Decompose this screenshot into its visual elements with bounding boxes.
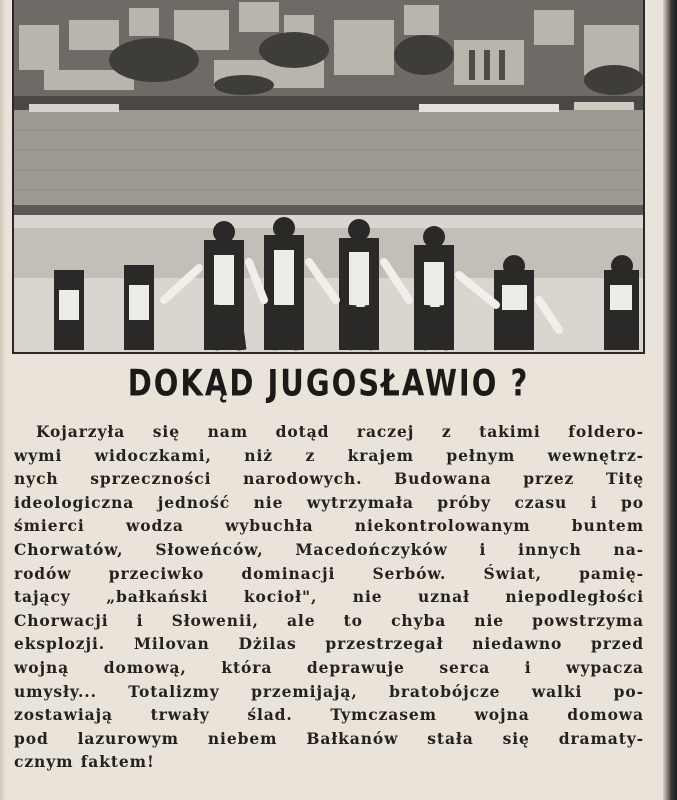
article-line: Chorwatów, Słoweńców, Macedończyków i innych na- bbox=[14, 539, 644, 559]
article-line: umysły... Totalizmy przemijają, bratobójcze walki po- bbox=[14, 681, 644, 701]
article-line: eksplozji. Milovan Dżilas przestrzegał niedawno przed bbox=[14, 634, 644, 654]
article-line: Kojarzyła się nam dotąd raczej z takimi foldero- bbox=[36, 422, 644, 441]
page-fold-shadow bbox=[663, 0, 677, 800]
article-line: rodów przeciwko dominacji Serbów. Świat, pamię- bbox=[14, 563, 644, 583]
article-photo bbox=[12, 0, 645, 354]
article-line: tający „bałkański kocioł", nie uznał niepodległości bbox=[14, 587, 644, 607]
article-line: wymi widoczkami, niż z krajem pełnym wewnętrz- bbox=[14, 445, 644, 465]
article-line: Chorwacji i Słowenii, ale to chyba nie powstrzyma bbox=[14, 610, 644, 630]
article-line: cznym faktem! bbox=[14, 752, 155, 772]
article-line: pod lazurowym niebem Bałkanów stała się dramaty- bbox=[14, 728, 644, 748]
article-line: zostawiają trwały ślad. Tymczasem wojna domowa bbox=[14, 705, 644, 725]
article-line: ideologiczna jedność nie wytrzymała próby czasu i po bbox=[14, 492, 644, 512]
article-line: nych sprzeczności narodowych. Budowana przez Titę bbox=[14, 469, 644, 489]
article-headline: DOKĄD JUGOSŁAWIO ? bbox=[127, 361, 530, 405]
article-line: śmierci wodza wybuchła niekontrolowanym buntem bbox=[14, 516, 644, 536]
article-body bbox=[14, 420, 644, 774]
article-line: wojną domową, która deprawuje serca i wypacza bbox=[14, 657, 644, 677]
